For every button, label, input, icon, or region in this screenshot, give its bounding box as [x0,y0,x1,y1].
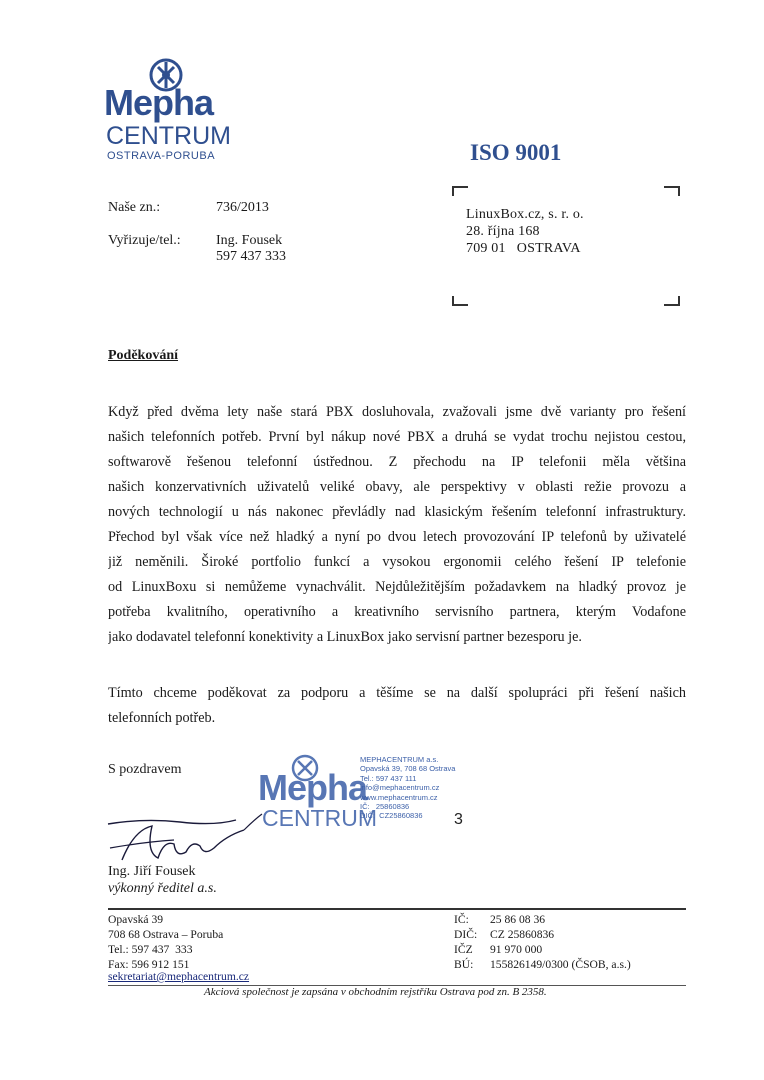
signer-title: výkonný ředitel a.s. [108,881,217,896]
stamp-line: www.mephacentrum.cz [360,792,438,802]
body-paragraph-2 [108,681,686,731]
company-stamp [258,753,488,839]
stamp-line: Tel.: 597 437 111 [360,773,417,783]
stamp-number: 3 [454,811,463,828]
closing-greeting: S pozdravem [108,762,182,777]
paragraph-line: Tímto chceme poděkovat za podporu a těšíme se na další spolupráci při řešení našich [108,685,686,701]
footer-address [108,912,223,972]
footer-address-line: Opavská 39 [108,913,164,926]
stamp-line: MEPHACENTRUM a.s. [360,755,439,764]
paragraph-line: telefonních potřeb. [108,710,216,726]
footer-id-value: 155826149/0300 (ČSOB, a.s.) [490,958,631,971]
iso-certification: ISO 9001 [470,140,562,165]
paragraph-line: již neměnili. Široké portfolio funkcí a vysokou ergonomii celého řešení IP telefonie [108,554,686,570]
footer-address-line: 708 68 Ostrava – Poruba [108,928,224,941]
our-ref-value: 736/2013 [216,200,269,215]
footer-divider [108,908,686,910]
paragraph-line: nových technologií u nás nakonec převládly nad klasickým řešením telefonní infrastruktury. [108,504,686,520]
stamp-line: DIČ: CZ25860836 [360,811,423,821]
stamp-wordmark-secondary: CENTRUM [262,805,377,831]
paragraph-line: od LinuxBoxu si nemůžeme vynachválit. Nejdůležitějším požadavkem na hladký provoz je [108,579,686,595]
handled-by-label: Vyřizuje/tel.: [108,233,181,248]
footer-id-row [454,912,674,927]
handled-by-phone: 597 437 333 [216,249,286,264]
footer-id-label: IČ: [454,913,469,926]
signer-name: Ing. Jiří Fousek [108,864,196,879]
footer-id-label: BÚ: [454,958,474,971]
our-ref-label: Naše zn.: [108,200,161,215]
paragraph-line: softwarově řešenou telefonní ústřednou. Z přechodu na IP telefonii měla většina [108,454,686,470]
registration-note: Akciová společnost je zapsána v obchodním rejstříku Ostrava pod zn. B 2358. [204,986,547,998]
stamp-line: Opavská 39, 708 68 Ostrava [360,764,456,774]
paragraph-line: našich telefonních potřeb. První byl nákup nové PBX a druhá se vydat trochu nejistou cestou, [108,429,686,445]
paragraph-line: jako dodavatel telefonní konektivity a LinuxBox jako servisní partner bezesporu je. [108,629,582,645]
footer-address-line: Fax: 596 912 151 [108,958,190,971]
paragraph-line: Přechod byl však více než hladký a nyní po dvou letech provozování IP telefonů by uživatelé [108,529,686,545]
paragraph-line: našich konzervativních uživatelů veliké obavy, ale perspektivy v oblasti režie provozu a [108,479,686,495]
body-paragraph-1 [108,400,686,650]
footer-id-value: CZ 25860836 [490,928,555,941]
logo-wordmark-secondary: CENTRUM [106,122,231,150]
company-logo [104,58,234,160]
handled-by-name: Ing. Fousek [216,233,283,248]
stamp-details [360,755,455,821]
footer-id-row [454,942,674,957]
paragraph-line: potřeba kvalitního, operativního a kreativního servisního partnera, kterým Vodafone [108,604,686,620]
paragraph-line: Když před dvěma lety naše stará PBX dosluhovala, zvažovali jsme dvě varianty pro řešení [108,404,686,420]
address-corner-top-right [664,186,680,196]
footer-id-value: 91 970 000 [490,943,543,956]
recipient-company: LinuxBox.cz, s. r. o. [466,207,584,222]
logo-location: OSTRAVA-PORUBA [107,150,216,162]
recipient-street: 28. října 168 [466,224,540,239]
address-corner-top-left [452,186,468,196]
address-corner-bottom-left [452,296,468,306]
stamp-line: IČ: 25860836 [360,802,410,812]
address-corner-bottom-right [664,296,680,306]
footer-id-value: 25 86 08 36 [490,913,546,926]
footer-id-row [454,927,674,942]
footer-id-row [454,957,674,972]
recipient-city: 709 01 OSTRAVA [466,241,581,256]
stamp-line: info@mephacentrum.cz [360,783,440,793]
footer-id-label: IČZ [454,943,473,956]
letter-heading: Poděkování [108,348,179,363]
footer-email-link[interactable]: sekretariat@mephacentrum.cz [108,970,250,983]
stamp-wordmark-primary: Mepha [258,767,368,808]
logo-wordmark-primary: Mepha [104,82,214,123]
footer-address-line: Tel.: 597 437 333 [108,943,193,956]
footer-id-label: DIČ: [454,928,478,941]
footer-company-ids [454,912,674,972]
